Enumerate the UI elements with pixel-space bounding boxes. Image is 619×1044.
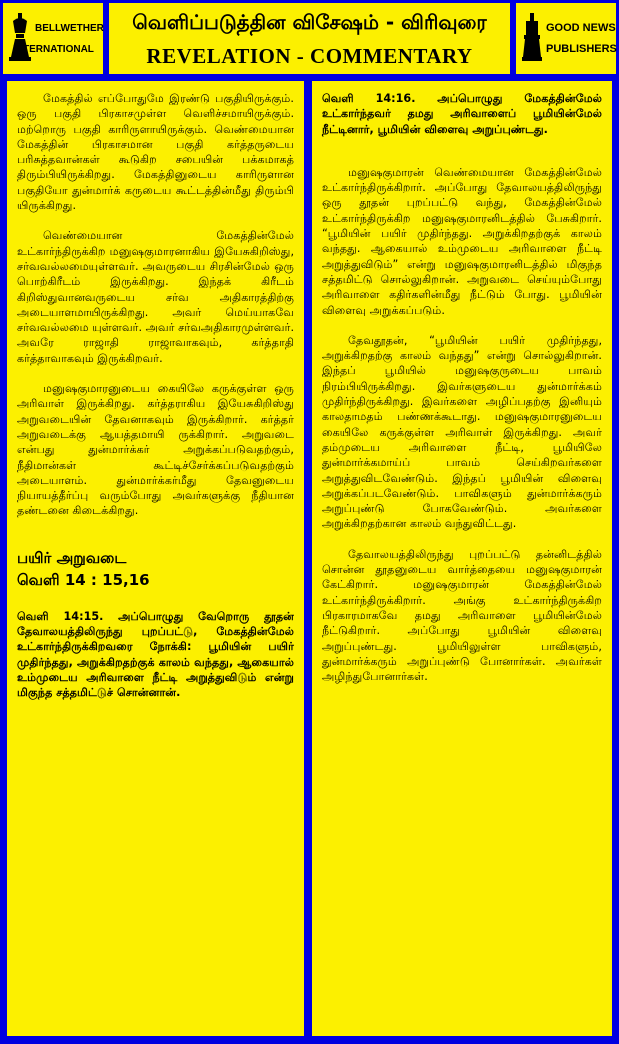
left-column (7, 81, 304, 1036)
verse-16: வெளி 14:16. அப்பொழுது மேகத்தின்மேல் உட்கார்ந்தவர் தமது அரிவாளைப் பூமியின்மேல் நீட்டினார், பூமியின் விளைவு அறுப்புண்டது. (322, 92, 602, 136)
verse-15: வெளி 14:15. அப்பொழுது வேறொரு தூதன் தேவாலயத்திலிருந்து புறப்பட்டு, மேகத்தின்மேல் உட்கார்ந்திருக்கிறவரை நோக்கி: பூமியின் பயிர் முதிர்ந்தது, அறுக்கிறதற்குக் காலம் வந்தது, ஆகையால் உம்முடைய அரிவாளை நீட்டி அறுத்துவிடும் என்று மிகுந்த சத்தமிட்டுச் சொன்னான். (17, 609, 294, 700)
right-paragraph-3: தேவாலயத்திலிருந்து புறப்பட்டு தன்னிடத்தில் சொன்ன தூதனுடைய வார்த்தையை மனுஷகுமாரன் கேட்கிறார். மனுஷகுமாரன் மேகத்தின்மேல் உட்கார்ந்திருக்கிறார். அங்கு உட்கார்ந்திருக்கிற பிரகாரமாகவே தமது அரிவாளை பூமியின்மேல் நீட்டுகிறார். அப்போது பூமியின் விளைவு அறுப்புண்டது. பூமியிலுள்ள பாவிகளும், துன்மார்க்கரும் அறுப்புண்டு போனார்கள். அவர்கள் அழிந்துபோனார்கள். (322, 547, 602, 684)
logo-left-line2: INTERNATIONAL (13, 44, 94, 55)
left-paragraph-1: மேகத்தில் எப்போதுமே இரண்டு பகுதியிருக்கும். ஒரு பகுதி பிரகாசமுள்ள வெளிச்சமாயிருக்கும். மற்றொரு பகுதி காரிருளாயிருக்கும். வெண்மையான மேகத்தின் பிரகாசமான பகுதி கர்த்தருடைய பரிசுத்தவான்கள் கூடுகிற சபையின் பக்கமாகத் திரும்பியிருக்கிறது. மேகத்தினுடைய காரிருளான பகுதியோ துன்மார்க் கருடைய கூட்டத்தின்மீது திரும்பி யிருக்கிறது. (17, 92, 294, 213)
good-news-icon (522, 13, 542, 61)
title-english: REVELATION - COMMENTARY (146, 44, 473, 68)
left-paragraph-2: வெண்மையான மேகத்தின்மேல் உட்கார்ந்திருக்கிற மனுஷகுமாரனாகிய இயேசுகிறிஸ்து, சர்வவல்லமையுள்ளவர். அவருடைய சிரசின்மேல் ஒரு பொற்கிரீடம் இருக்கிறது. இந்தக் கிரீடம் கிறிஸ்துவானவருடைய சர்வ அதிகாரத்திற்கு அடையாளமாயிருக்கிறது. அவர் மெய்யாகவே சர்வவல்லமை யுள்ளவர். அவர் சர்வஅதிகாரமுள்ளவர். அவரே ராஜாதி ராஜாவாகவும், கர்த்தாதி கர்த்தாவாகவும் இருக்கிறவர். (17, 229, 295, 365)
title-tamil: வெளிப்படுத்தின விசேஷம் - விரிவுரை (132, 10, 487, 34)
section-reference: வெளி 14 : 15,16 (17, 570, 150, 589)
header-title (109, 3, 510, 74)
right-paragraph-1: மனுஷகுமாரன் வெண்மையான மேகத்தின்மேல் உட்கார்ந்திருக்கிறார். அப்போது தேவாலயத்திலிருந்து ஒரு தூதன் புறப்பட்டு வந்து, மேகத்தின்மேல் உட்கார்ந்திருக்கிற மனுஷகுமாரனிடத்தில் பேசுகிறார். “பூமியின் பயிர் முதிர்ந்தது. அறுக்கிறதற்குக் காலம் வந்தது. ஆகையால் உம்முடைய அரிவாளை நீட்டி அறுத்துவிடும்” என்று மனுஷகுமாரனிடத்தில் மிகுந்த சத்தமிட்டு சொல்லுகிறான். அறுவடை செய்யும்போது அரிவாளை கதிர்களின்மீது நீட்டும் போது. பூமியின் விளைவு அறுக்கப்படும். (322, 165, 602, 317)
logo-right-line1: GOOD NEWS (546, 22, 616, 34)
section-title: பயிர் அறுவடை (17, 548, 127, 567)
logo-right-line2: PUBLISHERS (546, 43, 617, 55)
left-paragraph-3: மனுஷகுமாரனுடைய கையிலே கருக்குள்ள ஒரு அரிவாள் இருக்கிறது. கர்த்தராகிய இயேசுகிறிஸ்து அறுவடையின் தேவனாகவும் இருக்கிறார். கர்த்தர் அறுவடைக்கு ஆயத்தமாயி ருக்கிறார். அறுவடை என்பது துன்மார்க்கர் அறுக்கப்படுவதற்கும், நீதிமான்கள் கூட்டிச்சேர்க்கப்படுவதற்கும் அடையாளம். துன்மார்க்கர்மீது தேவனுடைய நியாயத்தீர்ப்பு வரும்போது அவர்களுக்கு நீதியான தண்டனை கிடைக்கிறது. (17, 382, 294, 518)
bellwether-logo (3, 3, 103, 74)
right-column (312, 81, 612, 1036)
right-paragraph-2: தேவதூதன், “பூமியின் பயிர் முதிர்ந்தது, அறுக்கிறதற்கு காலம் வந்தது” என்று சொல்லுகிறான். இந்தப் பூமியில் மனுஷகுருடைய பாவம் நிரம்பியிருக்கிறது. இவர்களுடைய துன்மார்க்கம் முதிர்ந்திருக்கிறது. இவர்களை அழிப்பதற்கு இனியும் காலதாமதம் பண்ணக்கூடாது. மனுஷகுமாரனுடைய கையிலே கருக்குள்ள அரிவாள் இருக்கிறது. அவர் தம்முடைய அரிவாளை நீட்டி, பூமியிலே துன்மார்க்கமாய்ப் பாவம் செய்கிறவர்களை அறுத்துவிடவேண்டும். இந்தப் பூமியின் விளைவு அறுக்கப்படவேண்டும். பாவிகளும் துன்மார்க்கரும் அறுப்புண்டு போகவேண்டும். அவர்களை அறுக்கிறதற்கான காலம் வந்துவிட்டது. (322, 333, 602, 531)
good-news-logo (516, 3, 616, 74)
logo-left-line1: BELLWETHER (35, 23, 104, 34)
